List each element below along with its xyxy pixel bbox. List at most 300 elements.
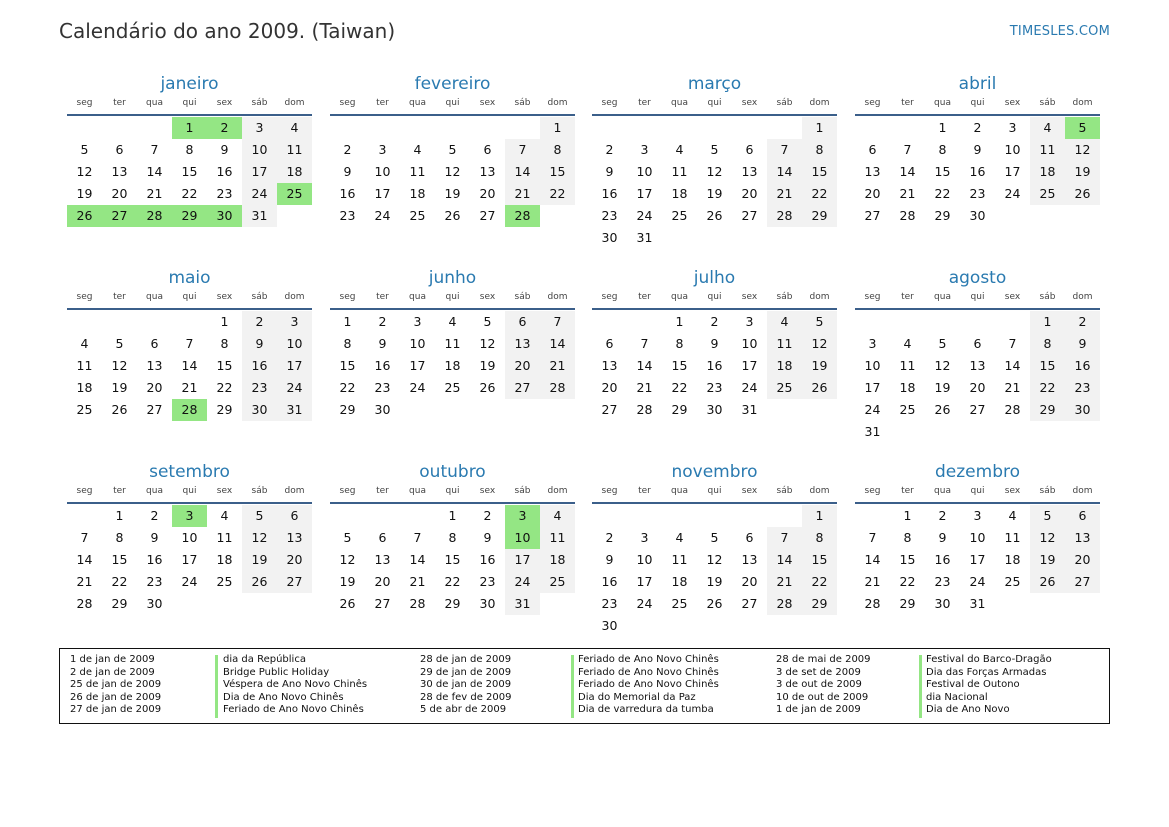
- holiday-day-cell: 29: [172, 205, 207, 227]
- day-cell: 17: [636, 186, 653, 201]
- day-cell: 22: [181, 186, 198, 201]
- day-cell: 30: [479, 596, 496, 611]
- day-cell: 28: [76, 596, 93, 611]
- empty-cell: [435, 399, 470, 421]
- day-cell: 6: [868, 142, 877, 157]
- week-row: [67, 355, 312, 377]
- week-row: [330, 549, 575, 571]
- weekday-label: sex: [479, 292, 496, 302]
- day-cell: 21: [864, 574, 881, 589]
- day-cell: 4: [277, 117, 312, 139]
- day-cell: 8: [540, 139, 575, 161]
- legend-date: 3 de set de 2009: [776, 666, 861, 678]
- empty-cell: [137, 117, 172, 139]
- day-cell: 4: [448, 314, 457, 329]
- day-cell: 7: [413, 530, 422, 545]
- legend-date-column: [70, 654, 161, 717]
- day-cell: 14: [181, 358, 198, 373]
- day-cell: 25: [767, 377, 802, 399]
- day-cell: 13: [741, 164, 758, 179]
- weekday-label: qui: [970, 98, 985, 108]
- day-cell: 24: [636, 596, 653, 611]
- weekday-label: sex: [1004, 292, 1021, 302]
- day-cell: 24: [864, 402, 881, 417]
- empty-cell: [802, 615, 837, 637]
- day-cell: 2: [973, 120, 982, 135]
- week-row: [67, 139, 312, 161]
- week-row: [67, 571, 312, 593]
- day-cell: 8: [802, 139, 837, 161]
- day-cell: 23: [339, 208, 356, 223]
- day-cell: 23: [969, 186, 986, 201]
- day-cell: 18: [216, 552, 233, 567]
- day-cell: 17: [741, 358, 758, 373]
- empty-cell: [662, 505, 697, 527]
- day-cell: 29: [934, 208, 951, 223]
- day-cell: 17: [181, 552, 198, 567]
- day-cell: 19: [479, 358, 496, 373]
- day-cell: 2: [710, 314, 719, 329]
- week-row: [855, 205, 1100, 227]
- day-cell: 24: [277, 377, 312, 399]
- day-cell: 27: [374, 596, 391, 611]
- week-row: [67, 333, 312, 355]
- weekday-label: qui: [707, 292, 722, 302]
- day-cell: 4: [767, 311, 802, 333]
- day-cell: 23: [242, 377, 277, 399]
- day-cell: 16: [601, 574, 618, 589]
- holiday-day-cell: 30: [207, 205, 242, 227]
- week-row: [592, 205, 837, 227]
- weekday-label: qua: [146, 98, 163, 108]
- week-row: [67, 161, 312, 183]
- day-cell: 1: [540, 117, 575, 139]
- day-cell: 9: [483, 530, 492, 545]
- day-cell: 19: [1065, 161, 1100, 183]
- day-cell: 9: [1065, 333, 1100, 355]
- holiday-day-cell: 10: [505, 527, 540, 549]
- week-row: [330, 505, 575, 527]
- day-cell: 14: [636, 358, 653, 373]
- week-row: [855, 311, 1100, 333]
- day-cell: 4: [413, 142, 422, 157]
- day-cell: 22: [540, 183, 575, 205]
- day-cell: 8: [343, 336, 352, 351]
- day-cell: 28: [1004, 402, 1021, 417]
- empty-cell: [1065, 205, 1100, 227]
- weekday-header: [330, 94, 575, 112]
- empty-cell: [995, 421, 1030, 443]
- day-cell: 26: [934, 402, 951, 417]
- day-cell: 18: [540, 549, 575, 571]
- day-cell: 20: [864, 186, 881, 201]
- day-cell: 15: [540, 161, 575, 183]
- empty-cell: [732, 227, 767, 249]
- month-name: julho: [693, 268, 736, 288]
- day-cell: 7: [903, 142, 912, 157]
- empty-cell: [1030, 421, 1065, 443]
- day-cell: 20: [1065, 549, 1100, 571]
- day-cell: 20: [741, 574, 758, 589]
- empty-cell: [330, 117, 365, 139]
- week-row: [855, 377, 1100, 399]
- day-cell: 12: [339, 552, 356, 567]
- week-row: [592, 399, 837, 421]
- weekday-label: ter: [113, 292, 126, 302]
- week-row: [67, 205, 312, 227]
- week-row: [855, 117, 1100, 139]
- day-cell: 27: [1065, 571, 1100, 593]
- day-cell: 30: [601, 618, 618, 633]
- day-cell: 29: [671, 402, 688, 417]
- day-cell: 7: [1008, 336, 1017, 351]
- day-cell: 11: [444, 336, 461, 351]
- month-setembro: [67, 458, 312, 615]
- day-cell: 7: [185, 336, 194, 351]
- day-cell: 4: [675, 142, 684, 157]
- day-cell: 18: [1004, 552, 1021, 567]
- day-cell: 22: [216, 380, 233, 395]
- day-cell: 21: [146, 186, 163, 201]
- weekday-label: dom: [809, 486, 830, 496]
- day-cell: 12: [706, 164, 723, 179]
- weekday-label: dom: [547, 98, 568, 108]
- legend-holiday-name: Dia do Memorial da Paz: [578, 691, 696, 703]
- weekday-label: qui: [445, 486, 460, 496]
- empty-cell: [925, 421, 960, 443]
- month-fevereiro: [330, 70, 575, 227]
- day-cell: 30: [242, 399, 277, 421]
- day-cell: 16: [242, 355, 277, 377]
- day-cell: 1: [220, 314, 229, 329]
- day-cell: 10: [864, 358, 881, 373]
- empty-cell: [365, 117, 400, 139]
- day-cell: 14: [409, 552, 426, 567]
- day-cell: 16: [706, 358, 723, 373]
- empty-cell: [505, 117, 540, 139]
- page-title: Calendário do ano 2009. (Taiwan): [59, 19, 396, 43]
- header-divider: [67, 114, 312, 116]
- day-cell: 12: [802, 333, 837, 355]
- weekday-label: sáb: [776, 98, 793, 108]
- day-cell: 27: [969, 402, 986, 417]
- month-name: setembro: [149, 462, 230, 482]
- empty-cell: [1030, 205, 1065, 227]
- day-cell: 26: [444, 208, 461, 223]
- header-divider: [67, 502, 312, 504]
- legend-name-column: [578, 654, 719, 717]
- day-cell: 25: [409, 208, 426, 223]
- empty-cell: [890, 421, 925, 443]
- month-name: dezembro: [935, 462, 1020, 482]
- day-cell: 13: [969, 358, 986, 373]
- day-cell: 9: [973, 142, 982, 157]
- day-cell: 5: [448, 142, 457, 157]
- empty-cell: [662, 117, 697, 139]
- day-cell: 3: [640, 530, 649, 545]
- empty-cell: [540, 593, 575, 615]
- legend-holiday-name: Dia das Forças Armadas: [926, 666, 1047, 678]
- weekday-label: qui: [445, 98, 460, 108]
- day-cell: 8: [185, 142, 194, 157]
- day-cell: 19: [242, 549, 277, 571]
- week-row: [592, 183, 837, 205]
- legend-date-column: [420, 654, 511, 717]
- day-cell: 26: [1030, 571, 1065, 593]
- day-cell: 24: [1004, 186, 1021, 201]
- week-row: [330, 333, 575, 355]
- weekday-header: [67, 482, 312, 500]
- empty-cell: [592, 505, 627, 527]
- day-cell: 5: [343, 530, 352, 545]
- day-cell: 6: [745, 142, 754, 157]
- empty-cell: [627, 505, 662, 527]
- week-row: [855, 183, 1100, 205]
- empty-cell: [855, 117, 890, 139]
- header-divider: [592, 114, 837, 116]
- day-cell: 21: [181, 380, 198, 395]
- weekday-label: sex: [216, 486, 233, 496]
- week-row: [67, 377, 312, 399]
- day-cell: 22: [339, 380, 356, 395]
- day-cell: 20: [111, 186, 128, 201]
- day-cell: 7: [540, 311, 575, 333]
- empty-cell: [67, 117, 102, 139]
- day-cell: 15: [216, 358, 233, 373]
- legend-holiday-name: Feriado de Ano Novo Chinês: [578, 654, 719, 665]
- weekday-label: qui: [182, 486, 197, 496]
- day-cell: 20: [505, 355, 540, 377]
- week-row: [67, 399, 312, 421]
- day-cell: 30: [934, 596, 951, 611]
- weekday-label: dom: [284, 292, 305, 302]
- day-cell: 23: [601, 596, 618, 611]
- weekday-header: [330, 288, 575, 306]
- day-cell: 16: [146, 552, 163, 567]
- empty-cell: [767, 505, 802, 527]
- week-row: [855, 593, 1100, 615]
- legend-holiday-name: Bridge Public Holiday: [223, 666, 330, 678]
- day-cell: 14: [540, 333, 575, 355]
- day-cell: 12: [706, 552, 723, 567]
- weekday-label: dom: [809, 98, 830, 108]
- weekday-label: qua: [409, 292, 426, 302]
- legend-marker: [571, 655, 574, 718]
- day-cell: 21: [767, 183, 802, 205]
- day-cell: 14: [505, 161, 540, 183]
- day-cell: 3: [413, 314, 422, 329]
- empty-cell: [732, 505, 767, 527]
- day-cell: 2: [1065, 311, 1100, 333]
- holiday-day-cell: 25: [277, 183, 312, 205]
- day-cell: 31: [505, 593, 540, 615]
- legend-date: 1 de jan de 2009: [70, 654, 155, 665]
- empty-cell: [960, 311, 995, 333]
- weekday-label: qui: [182, 292, 197, 302]
- day-cell: 23: [934, 574, 951, 589]
- weekday-label: sex: [216, 292, 233, 302]
- empty-cell: [662, 227, 697, 249]
- day-cell: 3: [1008, 120, 1017, 135]
- legend-holiday-name: Festival do Barco-Dragão: [926, 654, 1052, 665]
- legend-marker: [919, 655, 922, 718]
- weekday-label: ter: [901, 292, 914, 302]
- day-cell: 16: [1065, 355, 1100, 377]
- day-cell: 2: [605, 142, 614, 157]
- empty-cell: [767, 117, 802, 139]
- day-cell: 16: [601, 186, 618, 201]
- empty-cell: [697, 117, 732, 139]
- day-cell: 19: [706, 574, 723, 589]
- week-row: [330, 571, 575, 593]
- day-cell: 24: [636, 208, 653, 223]
- weekday-label: sáb: [776, 486, 793, 496]
- weekday-label: ter: [376, 486, 389, 496]
- day-cell: 31: [741, 402, 758, 417]
- day-cell: 20: [479, 186, 496, 201]
- week-row: [592, 355, 837, 377]
- day-cell: 22: [802, 571, 837, 593]
- day-cell: 31: [242, 205, 277, 227]
- day-cell: 20: [741, 186, 758, 201]
- day-cell: 7: [767, 527, 802, 549]
- day-cell: 24: [505, 571, 540, 593]
- day-cell: 11: [671, 552, 688, 567]
- empty-cell: [67, 311, 102, 333]
- day-cell: 4: [1008, 508, 1017, 523]
- empty-cell: [662, 615, 697, 637]
- day-cell: 8: [448, 530, 457, 545]
- day-cell: 11: [76, 358, 93, 373]
- week-row: [592, 615, 837, 637]
- site-link[interactable]: TIMESLES.COM: [1009, 24, 1110, 39]
- weekday-label: sex: [479, 98, 496, 108]
- day-cell: 7: [80, 530, 89, 545]
- legend-date-column: [776, 654, 871, 717]
- holiday-day-cell: 28: [137, 205, 172, 227]
- empty-cell: [137, 311, 172, 333]
- empty-cell: [697, 227, 732, 249]
- day-cell: 14: [767, 549, 802, 571]
- day-cell: 25: [76, 402, 93, 417]
- day-cell: 15: [802, 161, 837, 183]
- week-row: [330, 205, 575, 227]
- empty-cell: [470, 117, 505, 139]
- day-cell: 6: [973, 336, 982, 351]
- empty-cell: [767, 399, 802, 421]
- day-cell: 31: [636, 230, 653, 245]
- legend-date: 28 de mai de 2009: [776, 654, 871, 665]
- empty-cell: [540, 205, 575, 227]
- day-cell: 29: [802, 593, 837, 615]
- month-outubro: [330, 458, 575, 615]
- empty-cell: [890, 311, 925, 333]
- day-cell: 21: [1004, 380, 1021, 395]
- weekday-label: qui: [182, 98, 197, 108]
- day-cell: 25: [671, 596, 688, 611]
- day-cell: 5: [115, 336, 124, 351]
- day-cell: 12: [444, 164, 461, 179]
- month-dezembro: [855, 458, 1100, 615]
- header-divider: [855, 308, 1100, 310]
- weekday-label: dom: [547, 292, 568, 302]
- legend-date: 25 de jan de 2009: [70, 679, 162, 691]
- day-cell: 17: [636, 574, 653, 589]
- day-cell: 12: [934, 358, 951, 373]
- weekday-header: [855, 94, 1100, 112]
- day-cell: 10: [374, 164, 391, 179]
- week-row: [592, 593, 837, 615]
- day-cell: 20: [146, 380, 163, 395]
- day-cell: 27: [146, 402, 163, 417]
- empty-cell: [400, 117, 435, 139]
- day-cell: 12: [76, 164, 93, 179]
- day-cell: 12: [1030, 527, 1065, 549]
- day-cell: 22: [802, 183, 837, 205]
- day-cell: 2: [483, 508, 492, 523]
- day-cell: 10: [636, 552, 653, 567]
- day-cell: 25: [216, 574, 233, 589]
- day-cell: 16: [934, 552, 951, 567]
- day-cell: 22: [671, 380, 688, 395]
- day-cell: 11: [409, 164, 426, 179]
- day-cell: 1: [343, 314, 352, 329]
- empty-cell: [732, 117, 767, 139]
- weekday-header: [592, 482, 837, 500]
- day-cell: 4: [80, 336, 89, 351]
- day-cell: 13: [864, 164, 881, 179]
- day-cell: 14: [76, 552, 93, 567]
- day-cell: 14: [1004, 358, 1021, 373]
- weekday-label: qua: [934, 292, 951, 302]
- day-cell: 30: [374, 402, 391, 417]
- weekday-label: sáb: [776, 292, 793, 302]
- legend-date: 1 de jan de 2009: [776, 704, 861, 716]
- week-row: [67, 117, 312, 139]
- day-cell: 18: [899, 380, 916, 395]
- day-cell: 13: [479, 164, 496, 179]
- empty-cell: [435, 117, 470, 139]
- week-row: [330, 593, 575, 615]
- header-divider: [855, 502, 1100, 504]
- holiday-day-cell: 28: [505, 205, 540, 227]
- day-cell: 29: [339, 402, 356, 417]
- weekday-label: ter: [113, 486, 126, 496]
- day-cell: 29: [899, 596, 916, 611]
- empty-cell: [277, 205, 312, 227]
- header-divider: [855, 114, 1100, 116]
- day-cell: 25: [1004, 574, 1021, 589]
- day-cell: 22: [111, 574, 128, 589]
- weekday-label: dom: [1072, 292, 1093, 302]
- day-cell: 13: [374, 552, 391, 567]
- weekday-label: sáb: [1039, 292, 1056, 302]
- header-divider: [330, 114, 575, 116]
- weekday-label: sex: [741, 292, 758, 302]
- weekday-label: qui: [970, 486, 985, 496]
- day-cell: 2: [150, 508, 159, 523]
- empty-cell: [960, 421, 995, 443]
- day-cell: 9: [242, 333, 277, 355]
- week-row: [592, 161, 837, 183]
- weekday-header: [592, 94, 837, 112]
- day-cell: 11: [899, 358, 916, 373]
- day-cell: 15: [111, 552, 128, 567]
- day-cell: 26: [1065, 183, 1100, 205]
- day-cell: 30: [601, 230, 618, 245]
- day-cell: 12: [111, 358, 128, 373]
- day-cell: 5: [710, 142, 719, 157]
